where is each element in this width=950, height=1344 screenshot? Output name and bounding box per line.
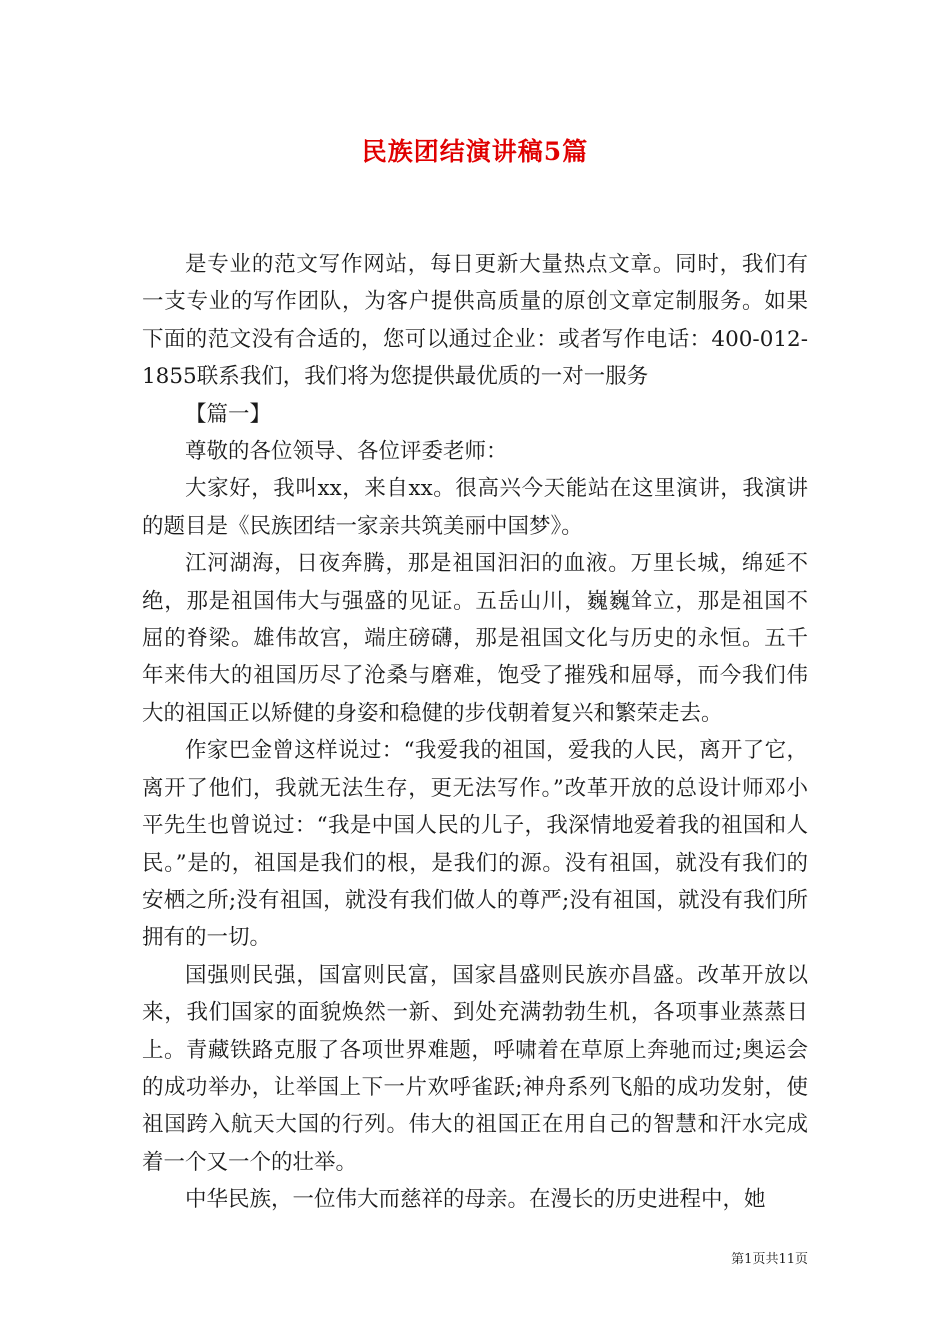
body-paragraph: 江河湖海，日夜奔腾，那是祖国汩汩的血液。万里长城，绵延不绝，那是祖国伟大与强盛的见证。五岳山川，巍巍耸立，那是祖国不屈的脊梁。雄伟故宫，端庄磅礴，那是祖国文化与历史的永恒。五千年来伟大的祖国历尽了沧桑与磨难，饱受了摧残和屈辱，而今我们伟大的祖国正以矫健的身姿和稳健的步伐朝着复兴和繁荣走去。 [142,551,808,726]
section-heading: 【篇一】 [185,401,272,427]
body-paragraph: 作家巴金曾这样说过：“我爱我的祖国，爱我的人民，离开了它，离开了他们，我就无法生存，更无法写作。”改革开放的总设计师邓小平先生也曾说过：“我是中国人民的儿子，我深情地爱着我的祖国和人民。”是的，祖国是我们的根，是我们的源。没有祖国，就没有我们的安栖之所;没有祖国，就没有我们做人的尊严;没有祖国，就没有我们所拥有的一切。 [142,738,808,951]
body-paragraph: 中华民族，一位伟大而慈祥的母亲。在漫长的历史进程中，她 [185,1187,766,1213]
body-paragraph: 大家好，我叫xx，来自xx。很高兴今天能站在这里演讲，我演讲的题目是《民族团结一家亲共筑美丽中国梦》。 [142,476,808,539]
document-body [142,246,808,1219]
document-title: 民族团结演讲稿5篇 [361,137,589,166]
salutation-paragraph: 尊敬的各位领导、各位评委老师： [185,439,508,465]
intro-paragraph: 是专业的范文写作网站，每日更新大量热点文章。同时，我们有一支专业的写作团队，为客户提供高质量的原创文章定制服务。如果下面的范文没有合适的，您可以通过企业：或者写作电话：400-012-1855联系我们，我们将为您提供最优质的一对一服务 [142,252,808,390]
body-paragraph: 国强则民强，国富则民富，国家昌盛则民族亦昌盛。改革开放以来，我们国家的面貌焕然一新、到处充满勃勃生机，各项事业蒸蒸日上。青藏铁路克服了各项世界难题，呼啸着在草原上奔驰而过;奥运会的成功举办，让举国上下一片欢呼雀跃;神舟系列飞船的成功发射，使祖国跨入航天大国的行列。伟大的祖国正在用自己的智慧和汗水完成着一个又一个的壮举。 [142,962,808,1175]
page-number-footer: 第1页共11页 [731,1252,808,1267]
